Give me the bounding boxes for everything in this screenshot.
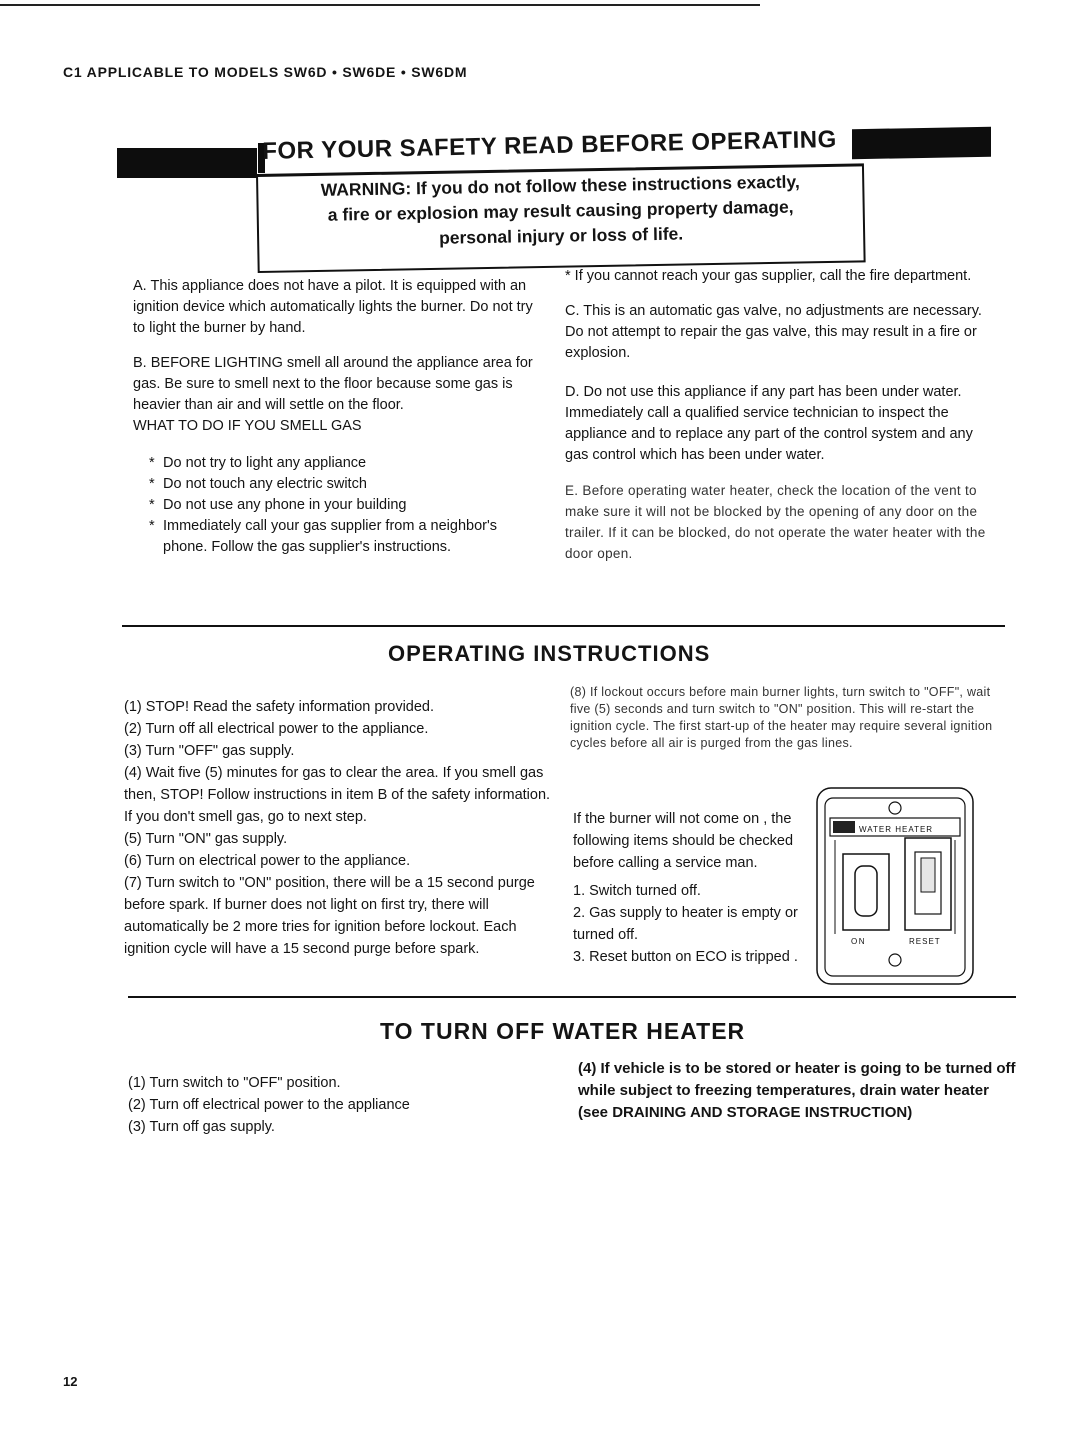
list-item: (3) Turn "OFF" gas supply.: [124, 743, 295, 759]
safety-item-b: B. BEFORE LIGHTING smell all around the appliance area for gas. Be sure to smell next to the floor because some gas is heavier than air and will settle on the floor.: [133, 355, 533, 413]
list-item: (1) Turn switch to "OFF" position.: [128, 1075, 341, 1091]
list-item: * Immediately call your gas supplier from a neighbor's phone. Follow the gas supplier's instructions.: [149, 518, 498, 555]
operating-title: OPERATING INSTRUCTIONS: [388, 641, 711, 666]
list-item: (2) Turn off electrical power to the appliance: [128, 1097, 410, 1113]
banner-black-block-left: [117, 148, 257, 178]
list-item: (3) Turn off gas supply.: [128, 1119, 275, 1135]
list-item: (7) Turn switch to "ON" position, there will be a 15 second purge before spark. If burner does not light on first try, there will automatically be 2 more tries for ignition before lockout. Each ignition cycle will have a 15 second purge before spark.: [124, 875, 535, 957]
safety-item-e: E. Before operating water heater, check the location of the vent to make sure it will not be blocked by the opening of any door on the trailer. If it can be blocked, do not operate the water heater with the door open.: [565, 483, 986, 561]
list-item: 1. Switch turned off.: [573, 883, 701, 899]
list-item: 3. Reset button on ECO is tripped .: [573, 949, 798, 965]
warning-line-2: a fire or explosion may result causing property damage,: [327, 196, 794, 225]
troubleshooting-block: [573, 808, 803, 968]
safety-title: FOR YOUR SAFETY READ BEFORE OPERATING: [262, 125, 838, 165]
list-item: (1) STOP! Read the safety information provided.: [124, 699, 435, 715]
turn-off-steps: [128, 1072, 548, 1138]
list-item: * Do not use any phone in your building: [149, 497, 407, 513]
list-item: (4) Wait five (5) minutes for gas to clear the area. If you smell gas then, STOP! Follow instructions in item B of the safety information. If you don't smell gas, go to next step.: [124, 765, 551, 825]
smell-gas-bullets: [149, 453, 509, 558]
list-item: * Do not try to light any appliance: [149, 455, 367, 471]
smell-gas-heading: WHAT TO DO IF YOU SMELL GAS: [133, 418, 362, 434]
list-item: (5) Turn "ON" gas supply.: [124, 831, 288, 847]
section-divider: [128, 996, 1016, 998]
list-item: 2. Gas supply to heater is empty or turned off.: [573, 905, 798, 943]
section-divider: [122, 625, 1005, 627]
banner-black-block-right: [852, 127, 991, 159]
safety-item-c: C. This is an automatic gas valve, no adjustments are necessary. Do not attempt to repair the gas valve, this may result in a fire or explosion.: [565, 303, 982, 361]
safety-left-column: [133, 276, 543, 558]
warning-box: [256, 163, 866, 273]
water-heater-switch-panel: [813, 784, 977, 988]
turn-off-step-4: (4) If vehicle is to be stored or heater is going to be turned off while subject to freezing temperatures, drain water heater (see DRAINING AND STORAGE INSTRUCTION): [578, 1060, 1016, 1121]
list-item: (2) Turn off all electrical power to the appliance.: [124, 721, 429, 737]
safety-right-column: [565, 266, 1000, 564]
panel-label-water-heater: WATER HEATER: [859, 825, 934, 834]
panel-label-reset: RESET: [909, 937, 941, 946]
operating-steps: [124, 696, 554, 960]
applicable-models-header: C1 APPLICABLE TO MODELS SW6D • SW6DE • SW6DM: [63, 64, 468, 80]
page-number: 12: [63, 1374, 78, 1389]
troubleshooting-intro: If the burner will not come on , the following items should be checked before calling a service man.: [573, 811, 794, 871]
safety-item-a: A. This appliance does not have a pilot. It is equipped with an ignition device which automatically lights the burner. Do not try to light the burner by hand.: [133, 278, 533, 336]
turn-off-title: TO TURN OFF WATER HEATER: [380, 1018, 746, 1044]
list-item: (6) Turn on electrical power to the appliance.: [124, 853, 411, 869]
warning-line-3: personal injury or loss of life.: [438, 223, 684, 248]
panel-label-on: ON: [851, 937, 866, 946]
fire-department-bullet: * If you cannot reach your gas supplier, call the fire department.: [565, 268, 972, 284]
list-item: * Do not touch any electric switch: [149, 476, 367, 492]
operating-step-8: (8) If lockout occurs before main burner lights, turn switch to "OFF", wait five (5) seconds and turn switch to "ON" position. This will re-start the ignition cycle. The first start-up of the heater may require several ignition cycles before all air is purged from the gas lines.: [570, 685, 993, 750]
warning-line-1: WARNING: If you do not follow these instructions exactly,: [320, 171, 800, 200]
top-rule: [0, 4, 760, 6]
switch-panel-illustration: [813, 784, 977, 988]
safety-item-d: D. Do not use this appliance if any part has been under water. Immediately call a qualified service technician to inspect the appliance and to replace any part of the control system and any gas control which has been under water.: [565, 384, 973, 463]
